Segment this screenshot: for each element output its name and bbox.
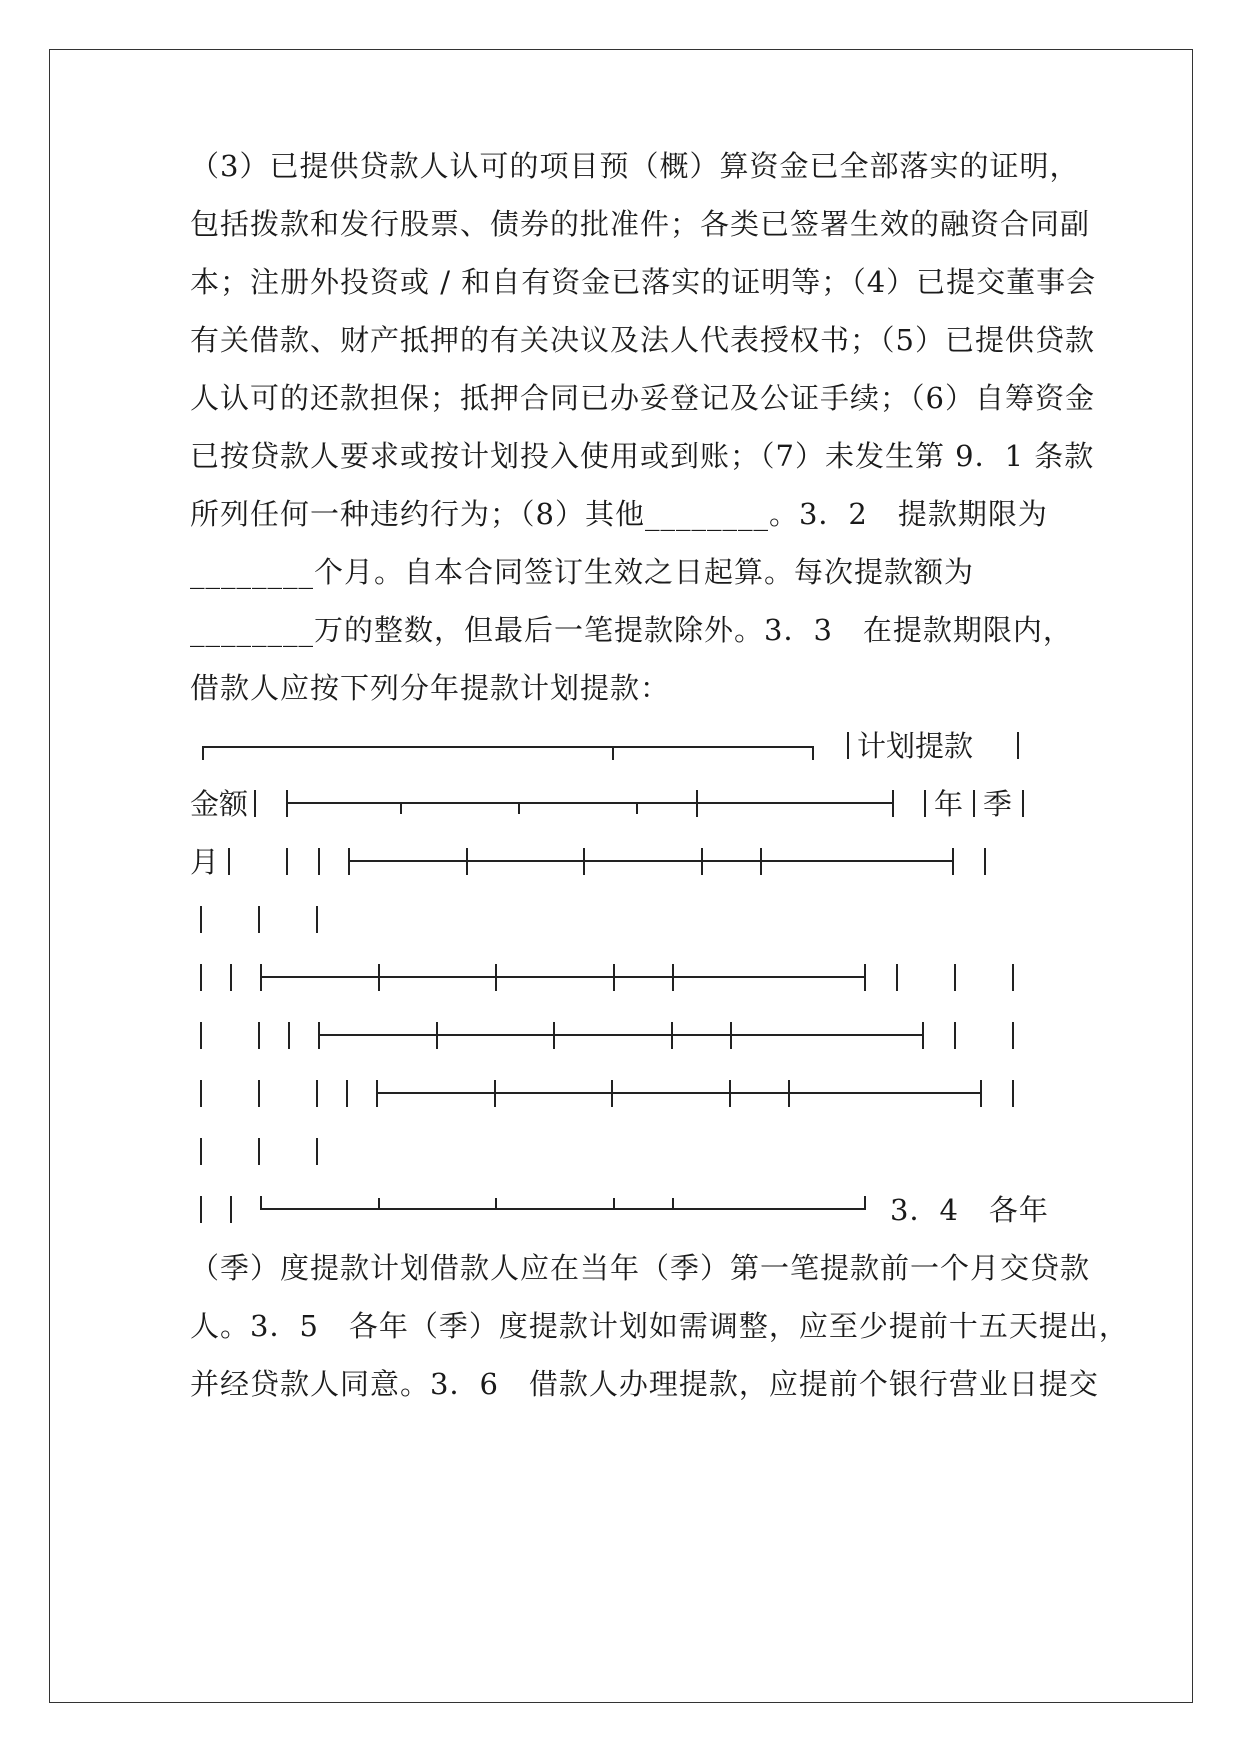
- paragraph-line: 所列任何一种违约行为；（8）其他________。3．2 提款期限为: [190, 497, 1048, 531]
- paragraph-line: 人。3．5 各年（季）度提款计划如需调整，应至少提前十五天提出，: [190, 1309, 1129, 1343]
- table-label-amount: 金额: [190, 787, 249, 821]
- table-row: [190, 900, 1070, 940]
- table-row: [190, 842, 1070, 882]
- table-label-year: 年: [934, 787, 964, 821]
- paragraph-line: （季）度提款计划借款人应在当年（季）第一笔提款前一个月交贷款: [190, 1251, 1091, 1285]
- table-row: [190, 958, 1070, 998]
- paragraph-line: 包括拨款和发行股票、债券的批准件；各类已签署生效的融资合同副: [190, 207, 1091, 241]
- table-row: [190, 1190, 1070, 1230]
- paragraph-line: 已按贷款人要求或按计划投入使用或到账；（7）未发生第 9．1 条款: [190, 439, 1095, 473]
- paragraph-line: 人认可的还款担保；抵押合同已办妥登记及公证手续；（6）自筹资金: [190, 381, 1095, 415]
- table-row: [190, 784, 1070, 824]
- clause-3-4-start: 3．4 各年: [890, 1193, 1049, 1227]
- table-label-season: 季: [983, 787, 1013, 821]
- paragraph-line: 本；注册外投资或 / 和自有资金已落实的证明等；（4）已提交董事会: [190, 265, 1097, 299]
- table-header-planned: 计划提款: [857, 729, 974, 763]
- table-row: [190, 1016, 1070, 1056]
- paragraph-line: 有关借款、财产抵押的有关决议及法人代表授权书；（5）已提供贷款: [190, 323, 1095, 357]
- table-row: [190, 1074, 1070, 1114]
- paragraph-line: 借款人应按下列分年提款计划提款：: [190, 671, 671, 705]
- table-row: [190, 1132, 1070, 1172]
- table-label-month: 月: [190, 845, 220, 879]
- paragraph-line: ________个月。自本合同签订生效之日起算。每次提款额为: [190, 555, 975, 589]
- paragraph-line: （3）已提供贷款人认可的项目预（概）算资金已全部落实的证明，: [190, 149, 1080, 183]
- paragraph-line: 并经贷款人同意。3．6 借款人办理提款，应提前个银行营业日提交: [190, 1367, 1099, 1401]
- paragraph-line: ________万的整数，但最后一笔提款除外。3．3 在提款期限内，: [190, 613, 1073, 647]
- table-row: [190, 726, 1070, 766]
